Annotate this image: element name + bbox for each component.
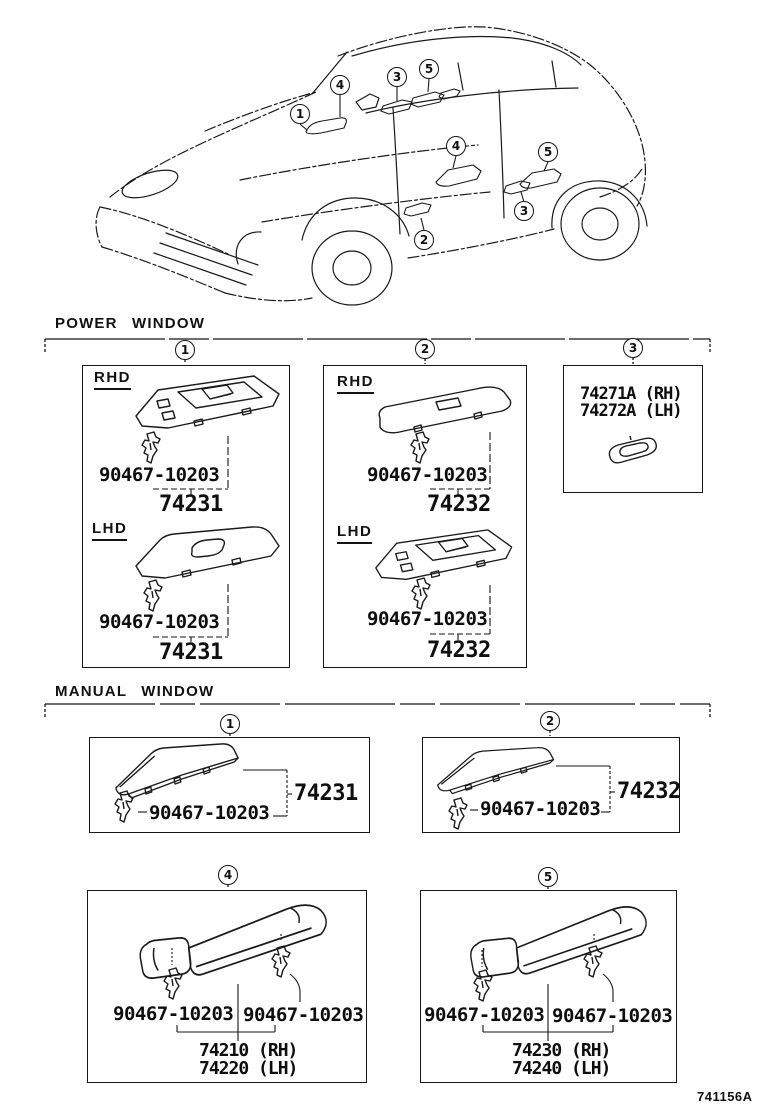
clip-part-number-left: 90467-10203 — [113, 1003, 234, 1025]
clip-part-number: 90467-10203 — [480, 798, 601, 820]
car-illustration — [96, 27, 647, 305]
car-part-glyph-bezel — [404, 203, 431, 216]
car-callout-4-front: 4 — [330, 75, 350, 95]
bezel-part-number: 74231 — [159, 492, 223, 517]
rhd-label: RHD — [94, 370, 131, 390]
car-callout-3-rear: 3 — [514, 201, 534, 221]
car-part-glyph-armrest — [520, 169, 561, 188]
clip-part-number-left: 90467-10203 — [424, 1004, 545, 1026]
bezel-part-number: 74231 — [159, 640, 223, 665]
clip-part-number: 90467-10203 — [367, 464, 488, 486]
car-callout-5-top: 5 — [419, 59, 439, 79]
bezel-part-number: 74232 — [427, 492, 491, 517]
armrest-part-number: 74231 — [294, 781, 358, 806]
lhd-label: LHD — [337, 524, 372, 544]
callout-power-1: 1 — [175, 340, 195, 360]
callout-power-3: 3 — [623, 338, 643, 358]
armrest-part-number: 74232 — [617, 779, 681, 804]
callout-manual-1: 1 — [220, 714, 240, 734]
callout-handle-5: 5 — [538, 867, 558, 887]
car-callout-3-top: 3 — [387, 67, 407, 87]
bezel-part-number: 74232 — [427, 638, 491, 663]
clip-part-number: 90467-10203 — [367, 608, 488, 630]
handle-part-number-rh: 74210 (RH) — [199, 1040, 298, 1061]
bezel-part-number-rh: 74271A (RH) — [580, 384, 682, 404]
callout-manual-2: 2 — [540, 711, 560, 731]
clip-part-number-right: 90467-10203 — [552, 1005, 673, 1027]
car-callout-5-door: 5 — [538, 142, 558, 162]
clip-part-number-right: 90467-10203 — [243, 1004, 364, 1026]
manual-window-section-title: MANUAL WINDOW — [55, 683, 215, 700]
car-callout-2: 2 — [414, 230, 434, 250]
rhd-label: RHD — [337, 374, 374, 394]
callout-power-2: 2 — [415, 339, 435, 359]
car-callout-1: 1 — [290, 104, 310, 124]
car-part-glyph-bezel — [381, 100, 412, 114]
callout-handle-4: 4 — [218, 865, 238, 885]
clip-part-number: 90467-10203 — [99, 464, 220, 486]
car-callout-4-door: 4 — [446, 136, 466, 156]
power-window-section-title: POWER WINDOW — [55, 315, 206, 332]
handle-part-number-rh: 74230 (RH) — [512, 1040, 611, 1061]
clip-part-number: 90467-10203 — [149, 802, 270, 824]
car-part-glyph-handle — [306, 118, 346, 134]
handle-part-number-lh: 74220 (LH) — [199, 1058, 298, 1079]
bezel-part-number-lh: 74272A (LH) — [580, 401, 682, 421]
lhd-label: LHD — [92, 521, 127, 541]
handle-part-number-lh: 74240 (LH) — [512, 1058, 611, 1079]
clip-part-number: 90467-10203 — [99, 611, 220, 633]
drawing-number: 741156A — [697, 1089, 753, 1104]
car-part-glyph-armrest — [436, 165, 481, 186]
